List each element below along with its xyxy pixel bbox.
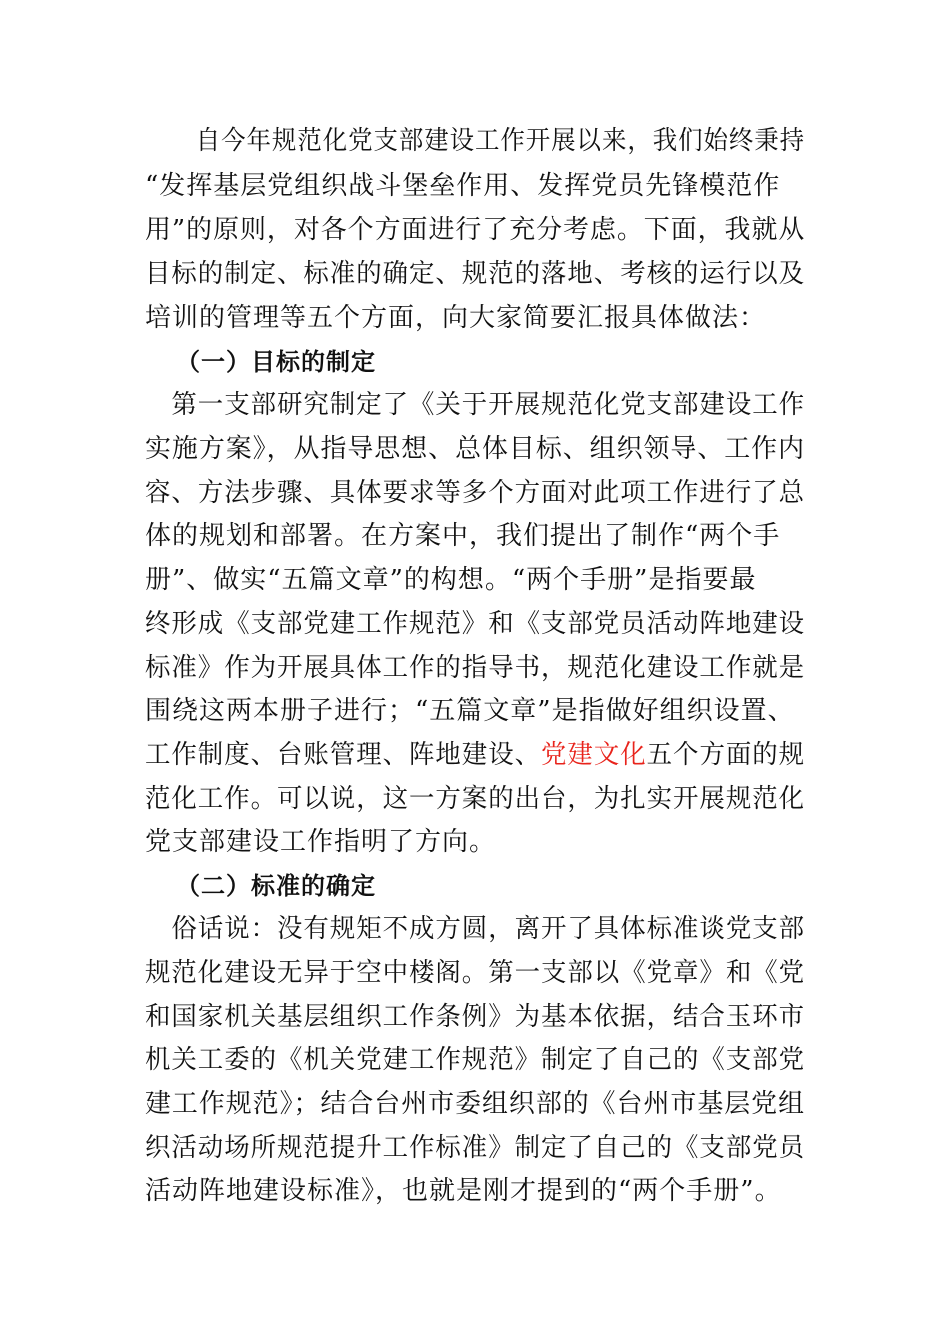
paragraph-1-line-3: 用”的原则，对各个方面进行了充分考虑。下面，我就从 [145, 215, 806, 245]
paragraph-2-line-11: 党支部建设工作指明了方向。 [145, 827, 497, 857]
paragraph-2-line-6: 终形成《支部党建工作规范》和《支部党员活动阵地建设 [145, 609, 806, 639]
paragraph-3-line-1: 俗话说：没有规矩不成方圆，离开了具体标准谈党支部 [145, 914, 806, 944]
paragraph-3-line-6: 织活动场所规范提升工作标准》制定了自己的《支部党员 [145, 1133, 806, 1163]
line-text-after: 五个方面的规 [646, 740, 806, 770]
paragraph-2-line-5: 册”、做实“五篇文章”的构想。“两个手册”是指要最 [145, 565, 757, 595]
paragraph-1-line-4: 目标的制定、标准的确定、规范的落地、考核的运行以及 [145, 259, 806, 289]
paragraph-2-line-3: 容、方法步骤、具体要求等多个方面对此项工作进行了总 [145, 478, 806, 508]
paragraph-2-line-8: 围绕这两本册子进行；“五篇文章”是指做好组织设置、 [145, 696, 795, 726]
paragraph-3-line-7: 活动阵地建设标准》，也就是刚才提到的“两个手册”。 [145, 1176, 782, 1206]
line-text-before: 工作制度、台账管理、阵地建设、 [145, 740, 542, 770]
highlighted-text: 党建文化 [541, 740, 647, 770]
paragraph-2-line-9 [145, 740, 805, 770]
paragraph-2-line-10: 范化工作。可以说，这一方案的出台，为扎实开展规范化 [145, 784, 806, 814]
section-heading-2: （二）标准的确定 [176, 872, 376, 900]
paragraph-1-line-2: “发挥基层党组织战斗堡垒作用、发挥党员先锋模范作 [145, 171, 781, 201]
paragraph-3-line-5: 建工作规范》；结合台州市委组织部的《台州市基层党组 [145, 1089, 806, 1119]
paragraph-1-line-1: 自今年规范化党支部建设工作开展以来，我们始终秉持 [145, 126, 806, 156]
paragraph-2-line-7: 标准》作为开展具体工作的指导书，规范化建设工作就是 [145, 653, 806, 683]
paragraph-3-line-3: 和国家机关基层组织工作条例》为基本依据，结合玉环市 [145, 1002, 806, 1032]
paragraph-1-line-5: 培训的管理等五个方面，向大家简要汇报具体做法： [145, 303, 767, 333]
paragraph-2-line-1: 第一支部研究制定了《关于开展规范化党支部建设工作 [145, 390, 806, 420]
paragraph-2-line-4: 体的规划和部署。在方案中，我们提出了制作“两个手 [145, 521, 781, 551]
section-heading-1: （一）目标的制定 [176, 348, 376, 376]
paragraph-3-line-4: 机关工委的《机关党建工作规范》制定了自己的《支部党 [145, 1045, 806, 1075]
paragraph-2-line-2: 实施方案》，从指导思想、总体目标、组织领导、工作内 [145, 434, 806, 464]
paragraph-3-line-2: 规范化建设无异于空中楼阁。第一支部以《党章》和《党 [145, 958, 806, 988]
